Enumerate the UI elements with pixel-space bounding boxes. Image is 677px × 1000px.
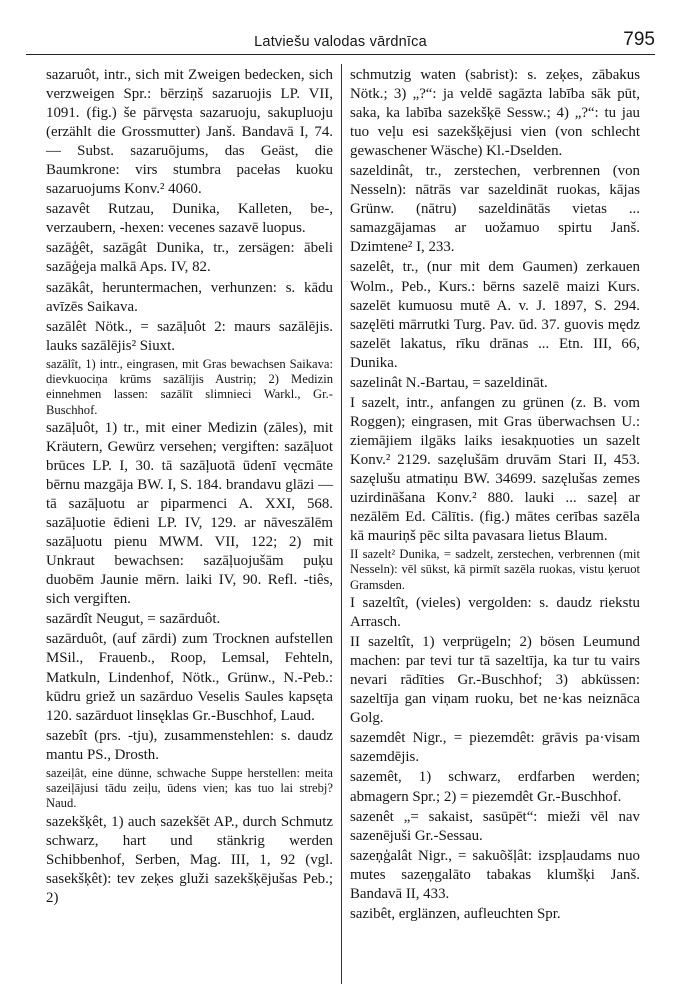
dictionary-entry: sazālît, 1) intr., eingrasen, mit Gras bewachsen Saikava: dievkuociņa krūms sazālījis Austriņ; 2) Medizin einnehmen lassen: sazālīt slimnieci Warkl., Gr.-Buschhof. [46, 356, 333, 417]
dictionary-entry: sazākât, heruntermachen, verhunzen: s. kādu avīzēs Saikava. [46, 279, 333, 315]
dictionary-entry: sazārdît Neugut, = sazārduôt. [46, 611, 221, 628]
left-column [46, 66, 333, 909]
right-column [350, 66, 640, 925]
dictionary-entry: sazelinât N.-Bartau, = sazeldināt. [350, 374, 548, 391]
dictionary-entry: sazenêt „= sakaist, sasūpēt“: mieži vēl nav sazenējuši Gr.-Sessau. [350, 808, 640, 844]
dictionary-entry: I sazeltît, (vieles) vergolden: s. daudz riekstu Arrasch. [350, 595, 640, 631]
header-rule [26, 54, 655, 55]
column-divider [341, 64, 342, 984]
dictionary-entry: sazemêt, 1) schwarz, erdfarben werden; abmagern Spr.; 2) = piezemdêt Gr.-Buschhof. [350, 769, 640, 805]
dictionary-entry: sazārduôt, (auf zārdi) zum Trocknen aufstellen MSil., Frauenb., Roop, Lemsal, Fehteln, Matkuln, Lindenhof, Nötk., Grünw., N.-Peb.: kūdru griež un sazārduo Veselis Saules kapsęta 120. sazārduot linsęklas Gr.-Buschhof, Laud. [46, 631, 333, 724]
dictionary-entry: schmutzig waten (sabrist): s. zeķes, zābakus Nötk.; 3) „?“: ja veldē sagāzta labība sāk pūt, saka, ka labība sazekšķē Sessw.; 4) „?“: tu jau tuo veļu esi sazekšķējusi vien (von schlecht gewaschener Wäsche) Kl.-Dselden. [350, 67, 640, 160]
dictionary-entry: sazavêt Rutzau, Dunika, Kalleten, be-, verzaubern, -hexen: vecenes sazavē luopus. [46, 201, 333, 237]
dictionary-entry: sazāļuôt, 1) tr., mit einer Medizin (zāles), mit Kräutern, Gewürz versehen; vergiften: sazāļuot brūces LP. I, 30. tā sazāļuotā ūdenī vęcmāte bērnu mazgāja BW. I, S. 184. brandavu glāzi — tā sazāļuotu ar piparmenci A. XXI, 568. sazāļuotie ēdieni LP. IV, 129. ar nāveszālēm sazāļuotu pienu MWM. VII, 122; 2) mit Unkraut bewachsen: sazāļuojušām puķu duobēm Jaunie mērn. laiki IV, 90. Refl. -tiês, sich vergiften. [46, 419, 333, 608]
running-title: Latviešu valodas vārdnīca [254, 34, 427, 50]
dictionary-entry: I sazelt, intr., anfangen zu grünen (z. B. vom Roggen); eingrasen, mit Gras überwachsen U.: ziemājiem ilgāks laiks iesakņuoties un sazelt Konv.² 2129. sazęlušām druvām Stari II, 453. sazęlušu atmatiņu BW. 34699. sazęlušas zemes uzirdināšana Konv.² 880. lauki ... sazeļ ar nezālēm Ed. Cālītis. (fig.) mātes cerības sazēla kā mauriņš pēc silta pavasara lietus Blaum. [350, 394, 640, 545]
dictionary-entry: sazelêt, tr., (nur mit dem Gaumen) zerkauen Wolm., Peb., Kurs.: bērns sazelē maizi Kurs. sazelēt kumuosu mutē A. v. J. 1897, S. 294. sazęlēti mārrutki Turg. Pav. ūd. 37. guovis mędz sazelēt lakatus, rīku drānas ... Etn. III, 66, Dunika. [350, 259, 640, 371]
dictionary-entry: sazaruôt, intr., sich mit Zweigen bedecken, sich verzweigen Spr.: bērziņš sazaruojis LP. VII, 1091. (fig.) še pārvęsta sazaruoju, sakupluoju (erzählt die Grossmutter) Janš. Bandavā I, 74. — Subst. sazaruōjums, das Geäst, die Baumkrone: virs stumbra pacełas kuoku sazaruojums Konv.² 4060. [46, 67, 333, 198]
dictionary-entry: sazebît (prs. -tju), zusammenstehlen: s. daudz mantu PS., Drosth. [46, 727, 333, 763]
dictionary-entry: II sazeltît, 1) verprügeln; 2) bösen Leumund machen: par tevi tur tā sazeltīja, ka tur tu vairs nevari rādīties Gr.-Buschhof; 3) abküssen: sazeltīja gan viņam ruoku, bet ne·kas neiznāca Golg. [350, 634, 640, 727]
page-number: 795 [623, 29, 655, 50]
dictionary-entry: sazālêt Nötk., = sazāļuôt 2: maurs sazālējis. lauks sazālējis² Siuxt. [46, 318, 333, 354]
page-header [26, 26, 655, 56]
dictionary-entry: sazeldinât, tr., zerstechen, verbrennen (von Nesseln): nātrās var sazeldināt ruokas, kājas Grünw. (nātru) sazeldinātās vietas ... samazgājamas ar uožamuo spirtu Janš. Dzimtene² I, 233. [350, 163, 640, 256]
dictionary-entry: sazekšķêt, 1) auch sazekšēt AP., durch Schmutz schwarz, hart und stänkrig werden Schibbenhof, Serben, Mag. III, 1, 92 (vgl. sasekšķêt): tev zeķes gluži sazekšķējušas Peb.; 2) [46, 813, 333, 906]
dictionary-entry: sazeņģalât Nigr., = sakuõšļât: izspļaudams nuo mutes sazeņgalāto tabakas klumšķi Janš. Bandavā II, 433. [350, 847, 640, 902]
dictionary-entry: sazibêt, erglänzen, aufleuchten Spr. [350, 905, 561, 922]
dictionary-entry: sazemdêt Nigr., = piezemdêt: grāvis pa·visam sazemdējis. [350, 730, 640, 766]
dictionary-entry: sazeiļât, eine dünne, schwache Suppe herstellen: meita sazeiļājusi tādu zeiļu, ūdens vien; kas tuo lai strebj? Naud. [46, 765, 333, 811]
dictionary-entry: sazāģêt, sazāgât Dunika, tr., zersägen: ābeli sazāģeja malkā Aps. IV, 82. [46, 240, 333, 276]
dictionary-entry: II sazelt² Dunika, = sadzelt, zerstechen, verbrennen (mit Nesseln): vēl sūkst, kā pirmīt sazēla ruokas, vistu ķeruot Gramsden. [350, 547, 640, 592]
